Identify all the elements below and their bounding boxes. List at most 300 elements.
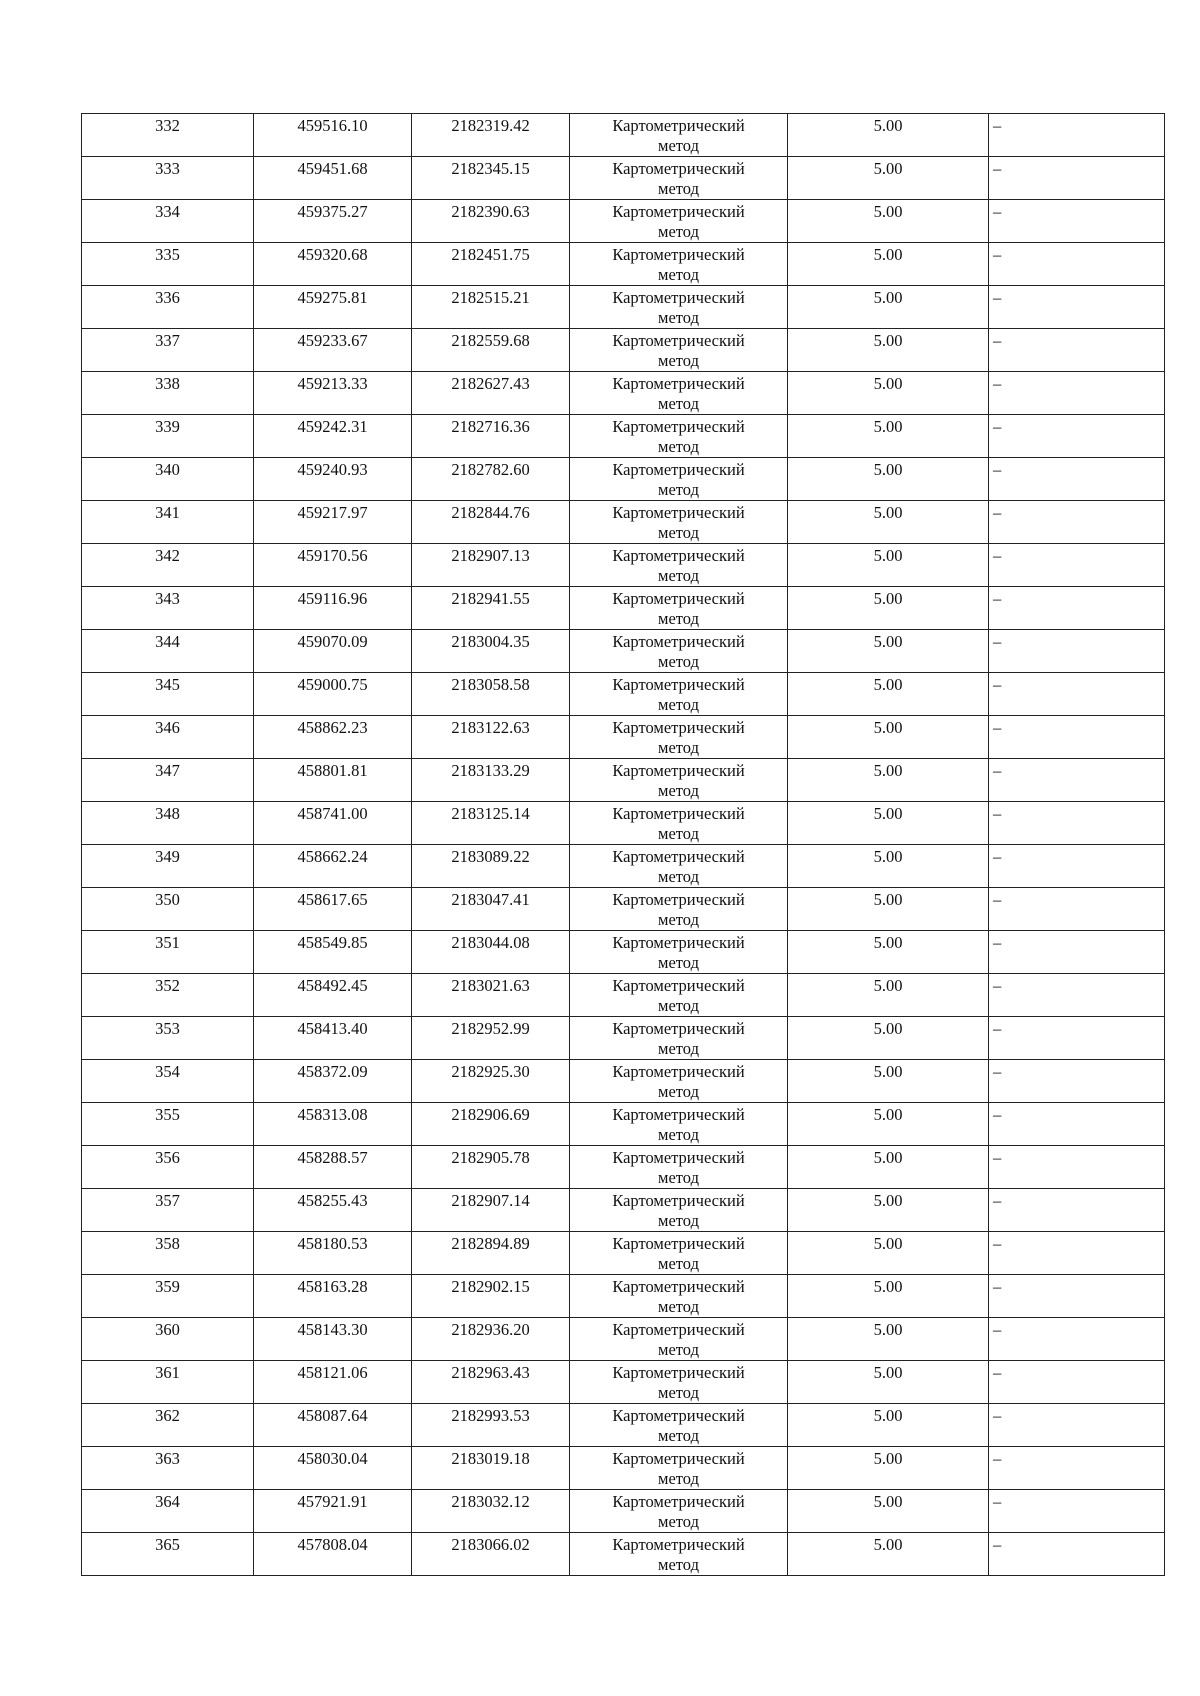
note-cell: – <box>989 501 1165 544</box>
method-cell <box>570 845 788 888</box>
table-row <box>82 1103 1165 1146</box>
method-line: метод <box>658 523 699 542</box>
x-coordinate-cell: 459375.27 <box>254 200 412 243</box>
x-coordinate-cell: 458862.23 <box>254 716 412 759</box>
table-row <box>82 243 1165 286</box>
y-coordinate-cell: 2182559.68 <box>412 329 570 372</box>
method-cell <box>570 716 788 759</box>
method-cell <box>570 1275 788 1318</box>
note-cell: – <box>989 974 1165 1017</box>
y-coordinate-cell: 2182390.63 <box>412 200 570 243</box>
note-cell: – <box>989 458 1165 501</box>
x-coordinate-cell: 458549.85 <box>254 931 412 974</box>
x-coordinate-cell: 458180.53 <box>254 1232 412 1275</box>
table-row <box>82 329 1165 372</box>
table-row <box>82 372 1165 415</box>
method-line: Картометрический <box>612 159 745 178</box>
table-row <box>82 1361 1165 1404</box>
table-row <box>82 1275 1165 1318</box>
note-cell: – <box>989 1146 1165 1189</box>
point-number-cell: 362 <box>82 1404 254 1447</box>
method-line: Картометрический <box>612 417 745 436</box>
x-coordinate-cell: 458801.81 <box>254 759 412 802</box>
x-coordinate-cell: 458617.65 <box>254 888 412 931</box>
method-line: метод <box>658 1340 699 1359</box>
table-row <box>82 673 1165 716</box>
point-number-cell: 359 <box>82 1275 254 1318</box>
method-line: метод <box>658 222 699 241</box>
method-cell <box>570 243 788 286</box>
accuracy-cell: 5.00 <box>788 888 989 931</box>
note-cell: – <box>989 114 1165 157</box>
method-line: Картометрический <box>612 1406 745 1425</box>
accuracy-cell: 5.00 <box>788 1318 989 1361</box>
point-number-cell: 334 <box>82 200 254 243</box>
point-number-cell: 343 <box>82 587 254 630</box>
x-coordinate-cell: 459242.31 <box>254 415 412 458</box>
method-cell <box>570 1017 788 1060</box>
accuracy-cell: 5.00 <box>788 974 989 1017</box>
method-line: Картометрический <box>612 1449 745 1468</box>
method-cell <box>570 458 788 501</box>
x-coordinate-cell: 457921.91 <box>254 1490 412 1533</box>
note-cell: – <box>989 1103 1165 1146</box>
accuracy-cell: 5.00 <box>788 802 989 845</box>
accuracy-cell: 5.00 <box>788 1146 989 1189</box>
y-coordinate-cell: 2182993.53 <box>412 1404 570 1447</box>
method-line: метод <box>658 308 699 327</box>
method-cell <box>570 888 788 931</box>
method-cell <box>570 1318 788 1361</box>
method-cell <box>570 157 788 200</box>
note-cell: – <box>989 286 1165 329</box>
method-line: Картометрический <box>612 589 745 608</box>
point-number-cell: 354 <box>82 1060 254 1103</box>
table-row <box>82 114 1165 157</box>
method-cell <box>570 630 788 673</box>
method-line: Картометрический <box>612 331 745 350</box>
method-line: метод <box>658 867 699 886</box>
method-cell <box>570 974 788 1017</box>
method-line: метод <box>658 1254 699 1273</box>
note-cell: – <box>989 759 1165 802</box>
accuracy-cell: 5.00 <box>788 1447 989 1490</box>
accuracy-cell: 5.00 <box>788 1103 989 1146</box>
method-line: метод <box>658 351 699 370</box>
accuracy-cell: 5.00 <box>788 931 989 974</box>
method-cell <box>570 1146 788 1189</box>
table-row <box>82 501 1165 544</box>
method-line: Картометрический <box>612 1277 745 1296</box>
accuracy-cell: 5.00 <box>788 200 989 243</box>
note-cell: – <box>989 1490 1165 1533</box>
method-line: метод <box>658 1168 699 1187</box>
method-cell <box>570 1232 788 1275</box>
method-line: метод <box>658 695 699 714</box>
y-coordinate-cell: 2182963.43 <box>412 1361 570 1404</box>
x-coordinate-cell: 458163.28 <box>254 1275 412 1318</box>
note-cell: – <box>989 1017 1165 1060</box>
y-coordinate-cell: 2183122.63 <box>412 716 570 759</box>
table-row <box>82 974 1165 1017</box>
y-coordinate-cell: 2183044.08 <box>412 931 570 974</box>
method-line: Картометрический <box>612 1363 745 1382</box>
x-coordinate-cell: 459320.68 <box>254 243 412 286</box>
table-row <box>82 415 1165 458</box>
point-number-cell: 361 <box>82 1361 254 1404</box>
note-cell: – <box>989 544 1165 587</box>
accuracy-cell: 5.00 <box>788 1533 989 1576</box>
y-coordinate-cell: 2182905.78 <box>412 1146 570 1189</box>
y-coordinate-cell: 2182782.60 <box>412 458 570 501</box>
point-number-cell: 360 <box>82 1318 254 1361</box>
method-line: метод <box>658 652 699 671</box>
coordinates-table <box>81 113 1165 1576</box>
method-cell <box>570 200 788 243</box>
accuracy-cell: 5.00 <box>788 157 989 200</box>
method-line: Картометрический <box>612 546 745 565</box>
point-number-cell: 342 <box>82 544 254 587</box>
method-cell <box>570 1103 788 1146</box>
point-number-cell: 347 <box>82 759 254 802</box>
table-row <box>82 759 1165 802</box>
x-coordinate-cell: 458288.57 <box>254 1146 412 1189</box>
point-number-cell: 346 <box>82 716 254 759</box>
point-number-cell: 363 <box>82 1447 254 1490</box>
point-number-cell: 333 <box>82 157 254 200</box>
x-coordinate-cell: 457808.04 <box>254 1533 412 1576</box>
accuracy-cell: 5.00 <box>788 1189 989 1232</box>
method-cell <box>570 802 788 845</box>
method-line: метод <box>658 179 699 198</box>
method-cell <box>570 415 788 458</box>
table-row <box>82 1490 1165 1533</box>
method-line: Картометрический <box>612 1191 745 1210</box>
method-line: Картометрический <box>612 847 745 866</box>
method-line: Картометрический <box>612 761 745 780</box>
y-coordinate-cell: 2183133.29 <box>412 759 570 802</box>
point-number-cell: 358 <box>82 1232 254 1275</box>
point-number-cell: 338 <box>82 372 254 415</box>
y-coordinate-cell: 2183021.63 <box>412 974 570 1017</box>
method-line: метод <box>658 480 699 499</box>
point-number-cell: 356 <box>82 1146 254 1189</box>
x-coordinate-cell: 458492.45 <box>254 974 412 1017</box>
table-row <box>82 888 1165 931</box>
y-coordinate-cell: 2183047.41 <box>412 888 570 931</box>
note-cell: – <box>989 372 1165 415</box>
note-cell: – <box>989 1318 1165 1361</box>
table-row <box>82 931 1165 974</box>
method-cell <box>570 673 788 716</box>
accuracy-cell: 5.00 <box>788 759 989 802</box>
point-number-cell: 335 <box>82 243 254 286</box>
method-line: Картометрический <box>612 1105 745 1124</box>
note-cell: – <box>989 1275 1165 1318</box>
x-coordinate-cell: 459070.09 <box>254 630 412 673</box>
y-coordinate-cell: 2183125.14 <box>412 802 570 845</box>
table-row <box>82 1232 1165 1275</box>
accuracy-cell: 5.00 <box>788 1060 989 1103</box>
point-number-cell: 336 <box>82 286 254 329</box>
y-coordinate-cell: 2182345.15 <box>412 157 570 200</box>
method-line: метод <box>658 265 699 284</box>
method-line: метод <box>658 437 699 456</box>
x-coordinate-cell: 458372.09 <box>254 1060 412 1103</box>
accuracy-cell: 5.00 <box>788 372 989 415</box>
y-coordinate-cell: 2182941.55 <box>412 587 570 630</box>
method-line: Картометрический <box>612 1320 745 1339</box>
method-line: Картометрический <box>612 976 745 995</box>
point-number-cell: 355 <box>82 1103 254 1146</box>
table-row <box>82 1533 1165 1576</box>
x-coordinate-cell: 458413.40 <box>254 1017 412 1060</box>
note-cell: – <box>989 415 1165 458</box>
method-line: метод <box>658 1082 699 1101</box>
note-cell: – <box>989 931 1165 974</box>
method-line: метод <box>658 566 699 585</box>
method-cell <box>570 1533 788 1576</box>
table-row <box>82 1318 1165 1361</box>
point-number-cell: 365 <box>82 1533 254 1576</box>
point-number-cell: 364 <box>82 1490 254 1533</box>
x-coordinate-cell: 459275.81 <box>254 286 412 329</box>
point-number-cell: 353 <box>82 1017 254 1060</box>
method-line: метод <box>658 1297 699 1316</box>
point-number-cell: 352 <box>82 974 254 1017</box>
table-row <box>82 587 1165 630</box>
method-line: метод <box>658 1469 699 1488</box>
accuracy-cell: 5.00 <box>788 716 989 759</box>
method-cell <box>570 501 788 544</box>
accuracy-cell: 5.00 <box>788 1490 989 1533</box>
x-coordinate-cell: 459240.93 <box>254 458 412 501</box>
method-cell <box>570 286 788 329</box>
method-line: Картометрический <box>612 632 745 651</box>
table-row <box>82 1189 1165 1232</box>
table-row <box>82 1146 1165 1189</box>
y-coordinate-cell: 2182907.13 <box>412 544 570 587</box>
point-number-cell: 357 <box>82 1189 254 1232</box>
method-line: Картометрический <box>612 1062 745 1081</box>
point-number-cell: 349 <box>82 845 254 888</box>
x-coordinate-cell: 458087.64 <box>254 1404 412 1447</box>
method-line: Картометрический <box>612 718 745 737</box>
y-coordinate-cell: 2182451.75 <box>412 243 570 286</box>
table-body <box>82 114 1165 1576</box>
accuracy-cell: 5.00 <box>788 501 989 544</box>
accuracy-cell: 5.00 <box>788 1404 989 1447</box>
x-coordinate-cell: 458313.08 <box>254 1103 412 1146</box>
x-coordinate-cell: 458255.43 <box>254 1189 412 1232</box>
accuracy-cell: 5.00 <box>788 1017 989 1060</box>
note-cell: – <box>989 888 1165 931</box>
point-number-cell: 348 <box>82 802 254 845</box>
method-cell <box>570 1361 788 1404</box>
method-line: Картометрический <box>612 460 745 479</box>
method-cell <box>570 544 788 587</box>
method-line: Картометрический <box>612 374 745 393</box>
method-line: метод <box>658 953 699 972</box>
y-coordinate-cell: 2182906.69 <box>412 1103 570 1146</box>
point-number-cell: 340 <box>82 458 254 501</box>
y-coordinate-cell: 2182844.76 <box>412 501 570 544</box>
method-line: Картометрический <box>612 288 745 307</box>
point-number-cell: 344 <box>82 630 254 673</box>
point-number-cell: 350 <box>82 888 254 931</box>
table-row <box>82 630 1165 673</box>
note-cell: – <box>989 1232 1165 1275</box>
table-row <box>82 1017 1165 1060</box>
accuracy-cell: 5.00 <box>788 673 989 716</box>
accuracy-cell: 5.00 <box>788 243 989 286</box>
accuracy-cell: 5.00 <box>788 544 989 587</box>
note-cell: – <box>989 329 1165 372</box>
accuracy-cell: 5.00 <box>788 114 989 157</box>
table-row <box>82 458 1165 501</box>
y-coordinate-cell: 2182716.36 <box>412 415 570 458</box>
method-line: метод <box>658 1039 699 1058</box>
note-cell: – <box>989 673 1165 716</box>
x-coordinate-cell: 458741.00 <box>254 802 412 845</box>
y-coordinate-cell: 2182936.20 <box>412 1318 570 1361</box>
note-cell: – <box>989 716 1165 759</box>
method-line: Картометрический <box>612 1234 745 1253</box>
y-coordinate-cell: 2183004.35 <box>412 630 570 673</box>
method-line: Картометрический <box>612 1019 745 1038</box>
x-coordinate-cell: 459170.56 <box>254 544 412 587</box>
point-number-cell: 345 <box>82 673 254 716</box>
method-line: Картометрический <box>612 503 745 522</box>
point-number-cell: 337 <box>82 329 254 372</box>
method-line: метод <box>658 738 699 757</box>
x-coordinate-cell: 458121.06 <box>254 1361 412 1404</box>
accuracy-cell: 5.00 <box>788 1275 989 1318</box>
y-coordinate-cell: 2183089.22 <box>412 845 570 888</box>
method-cell <box>570 931 788 974</box>
y-coordinate-cell: 2182515.21 <box>412 286 570 329</box>
note-cell: – <box>989 243 1165 286</box>
y-coordinate-cell: 2183058.58 <box>412 673 570 716</box>
method-cell <box>570 1189 788 1232</box>
method-cell <box>570 1404 788 1447</box>
method-cell <box>570 1490 788 1533</box>
method-line: Картометрический <box>612 202 745 221</box>
accuracy-cell: 5.00 <box>788 286 989 329</box>
x-coordinate-cell: 459116.96 <box>254 587 412 630</box>
point-number-cell: 332 <box>82 114 254 157</box>
table-row <box>82 157 1165 200</box>
method-line: Картометрический <box>612 890 745 909</box>
accuracy-cell: 5.00 <box>788 630 989 673</box>
x-coordinate-cell: 458662.24 <box>254 845 412 888</box>
x-coordinate-cell: 459451.68 <box>254 157 412 200</box>
method-line: метод <box>658 609 699 628</box>
note-cell: – <box>989 1361 1165 1404</box>
point-number-cell: 339 <box>82 415 254 458</box>
accuracy-cell: 5.00 <box>788 1232 989 1275</box>
note-cell: – <box>989 630 1165 673</box>
x-coordinate-cell: 459000.75 <box>254 673 412 716</box>
note-cell: – <box>989 1189 1165 1232</box>
table-row <box>82 845 1165 888</box>
method-line: метод <box>658 1555 699 1574</box>
method-line: метод <box>658 781 699 800</box>
accuracy-cell: 5.00 <box>788 329 989 372</box>
accuracy-cell: 5.00 <box>788 458 989 501</box>
method-cell <box>570 114 788 157</box>
note-cell: – <box>989 157 1165 200</box>
note-cell: – <box>989 587 1165 630</box>
point-number-cell: 341 <box>82 501 254 544</box>
table-row <box>82 802 1165 845</box>
method-line: Картометрический <box>612 245 745 264</box>
method-cell <box>570 587 788 630</box>
y-coordinate-cell: 2182894.89 <box>412 1232 570 1275</box>
y-coordinate-cell: 2182627.43 <box>412 372 570 415</box>
y-coordinate-cell: 2183032.12 <box>412 1490 570 1533</box>
method-line: метод <box>658 910 699 929</box>
method-line: Картометрический <box>612 933 745 952</box>
y-coordinate-cell: 2182925.30 <box>412 1060 570 1103</box>
table-row <box>82 716 1165 759</box>
method-cell <box>570 1060 788 1103</box>
table-row <box>82 200 1165 243</box>
y-coordinate-cell: 2182902.15 <box>412 1275 570 1318</box>
y-coordinate-cell: 2182319.42 <box>412 114 570 157</box>
note-cell: – <box>989 802 1165 845</box>
method-line: Картометрический <box>612 1148 745 1167</box>
note-cell: – <box>989 1447 1165 1490</box>
note-cell: – <box>989 845 1165 888</box>
y-coordinate-cell: 2183019.18 <box>412 1447 570 1490</box>
method-line: Картометрический <box>612 1535 745 1554</box>
method-line: метод <box>658 1512 699 1531</box>
accuracy-cell: 5.00 <box>788 587 989 630</box>
method-line: Картометрический <box>612 675 745 694</box>
note-cell: – <box>989 200 1165 243</box>
point-number-cell: 351 <box>82 931 254 974</box>
table-row <box>82 286 1165 329</box>
method-cell <box>570 329 788 372</box>
table-row <box>82 544 1165 587</box>
x-coordinate-cell: 459213.33 <box>254 372 412 415</box>
x-coordinate-cell: 459233.67 <box>254 329 412 372</box>
method-line: метод <box>658 394 699 413</box>
x-coordinate-cell: 459516.10 <box>254 114 412 157</box>
note-cell: – <box>989 1060 1165 1103</box>
note-cell: – <box>989 1404 1165 1447</box>
table-row <box>82 1404 1165 1447</box>
method-line: метод <box>658 1211 699 1230</box>
method-cell <box>570 759 788 802</box>
y-coordinate-cell: 2182952.99 <box>412 1017 570 1060</box>
method-line: метод <box>658 136 699 155</box>
y-coordinate-cell: 2183066.02 <box>412 1533 570 1576</box>
y-coordinate-cell: 2182907.14 <box>412 1189 570 1232</box>
table-row <box>82 1060 1165 1103</box>
method-line: метод <box>658 1426 699 1445</box>
method-line: метод <box>658 1125 699 1144</box>
method-line: метод <box>658 996 699 1015</box>
method-line: метод <box>658 824 699 843</box>
x-coordinate-cell: 458143.30 <box>254 1318 412 1361</box>
method-cell <box>570 372 788 415</box>
method-line: Картометрический <box>612 116 745 135</box>
accuracy-cell: 5.00 <box>788 1361 989 1404</box>
table-row <box>82 1447 1165 1490</box>
accuracy-cell: 5.00 <box>788 415 989 458</box>
